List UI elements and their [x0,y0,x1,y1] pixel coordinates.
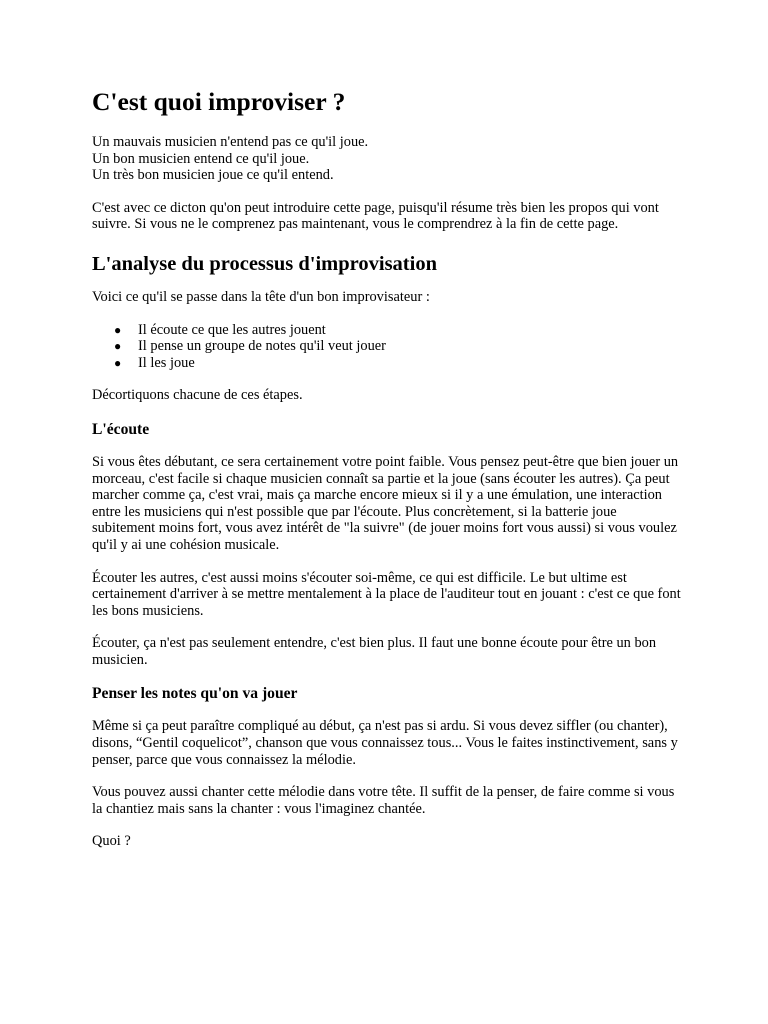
list-item [92,338,682,355]
dicton-line: Un bon musicien entend ce qu'il joue. [92,150,310,167]
dicton-line: Un mauvais musicien n'entend pas ce qu'il joue. [92,134,369,150]
penser-paragraph: Vous pouvez aussi chanter cette mélodie dans votre tête. Il suffit de la penser, de faire comme si vous la chantiez mais sans la chanter : vous l'imaginez chantée. [92,784,675,817]
list-item-text: Il pense un groupe de notes qu'il veut jouer [138,338,386,355]
penser-paragraph: Même si ça peut paraître compliqué au début, ça n'est pas si ardu. Si vous devez siffler (ou chanter), disons, “Gentil coquelicot”, chanson que vous connaissez tous... Vous le faites instinctivement, sans y penser, parce que vous connaissez la mélodie. [92,718,678,768]
dicton-block [92,134,682,184]
list-item-text: Il écoute ce que les autres jouent [138,321,326,338]
section-heading-ecoute: L'écoute [92,420,150,438]
section-heading-penser: Penser les notes qu'on va jouer [92,685,298,703]
dicton-line: Un très bon musicien joue ce qu'il entend. [92,167,334,184]
penser-paragraph: Quoi ? [92,833,131,850]
list-item [92,355,682,372]
intro-paragraph: C'est avec ce dicton qu'on peut introduire cette page, puisqu'il résume très bien les propos qui vont suivre. Si vous ne le comprenez pas maintenant, vous le comprendrez à la fin de cette page. [92,199,659,233]
analyse-lead: Voici ce qu'il se passe dans la tête d'un bon improvisateur : [92,288,430,305]
list-item [92,322,682,339]
bullet-icon: ● [114,339,122,354]
bullet-icon: ● [114,322,122,337]
analyse-steps-list [92,322,682,372]
bullet-icon: ● [114,355,122,370]
page-title: C'est quoi improviser ? [92,87,346,116]
analyse-outro: Décortiquons chacune de ces étapes. [92,387,303,404]
ecoute-paragraph: Si vous êtes débutant, ce sera certainement votre point faible. Vous pensez peut-être que bien jouer un morceau, c'est facile si chaque musicien connaît sa partie et la joue (sans écouter les autres). Ça peut marcher comme ça, c'est vrai, mais ça marche encore mieux si il y a une émulation, une interaction entre les musiciens qui n'est possible que par l'écoute. Plus concrètement, si la batterie joue subitement moins fort, vous avez intérêt de "la suivre" (de jouer moins fort vous aussi) si vous voulez qu'il y ai une cohésion musicale. [92,453,679,553]
section-heading-analyse: L'analyse du processus d'improvisation [92,252,437,275]
ecoute-paragraph: Écouter les autres, c'est aussi moins s'écouter soi-même, ce qui est difficile. Le but ultime est certainement d'arriver à se mettre mentalement à la place de l'auditeur tout en jouant : c'est ce que font les bons musiciens. [92,569,681,619]
document-body [92,86,682,866]
ecoute-paragraph: Écouter, ça n'est pas seulement entendre, c'est bien plus. Il faut une bonne écoute pour être un bon musicien. [92,635,657,668]
list-item-text: Il les joue [138,354,195,371]
